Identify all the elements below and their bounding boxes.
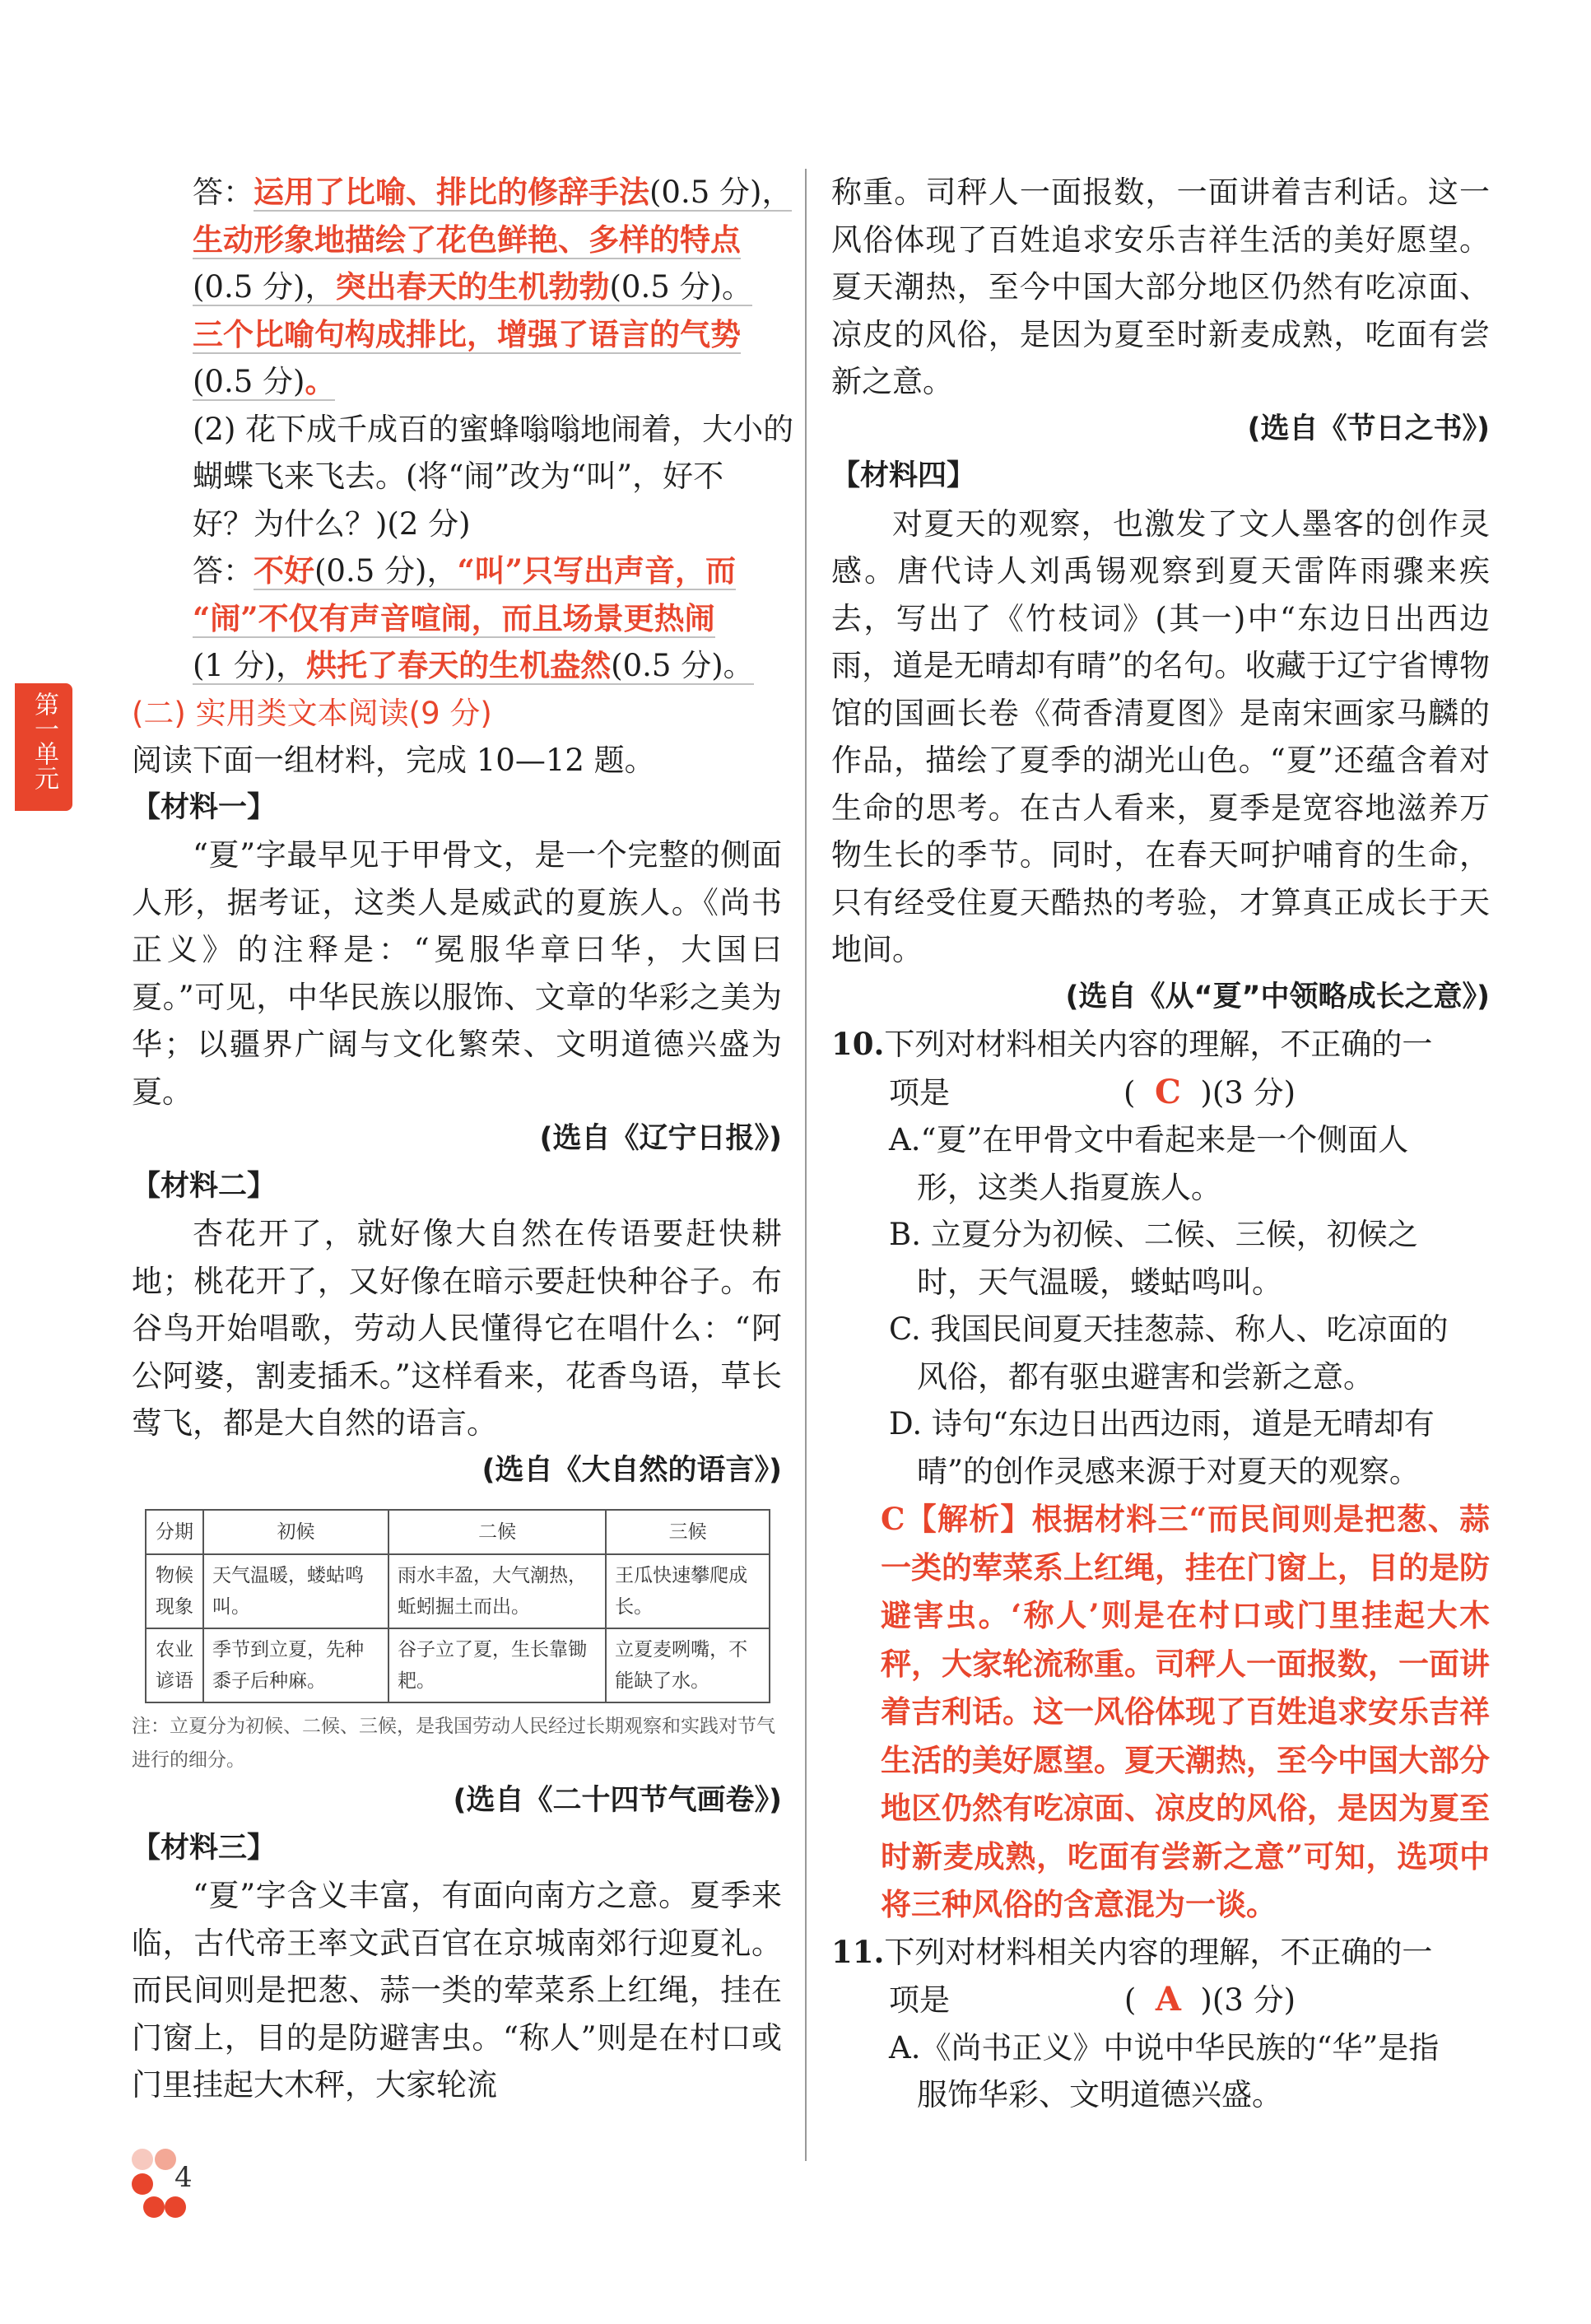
right-column xyxy=(831,169,1490,2119)
answer-line: 生动形象地描绘了花色鲜艳、多样的特点 xyxy=(193,221,741,258)
material-4-text: 对夏天的观察，也激发了文人墨客的创作灵感。唐代诗人刘禹锡观察到夏天雷阵雨骤来疾去，写出了《竹枝词》(其一)中“东边日出西边雨，道是无晴却有晴”的名句。收藏于辽宁省博物馆的国画长卷《荷香清夏图》是南宋画家马麟的作品，描绘了夏季的湖光山色。“夏”还蕴含着对生命的思考。在古人看来，夏季是宽容地滋养万物生长的季节。同时，在春天呵护哺育的生命，只有经受住夏天酷热的考验，才算真正成长于天地间。 xyxy=(831,505,1490,967)
table-row: 物候现象 天气温暖，蝼蛄鸣叫。 雨水丰盈，大气潮热，蚯蚓掘土而出。 王瓜快速攀爬成长。 xyxy=(146,1554,770,1628)
material-4-source: (选自《从“夏”中领略成长之意》) xyxy=(1065,980,1490,1013)
table-row: 农业谚语 季节到立夏，先种黍子后种麻。 谷子立了夏，生长靠锄耙。 立夏麦咧嘴，不能缺了水。 xyxy=(146,1628,770,1702)
question-2: (2) 花下成千成百的蜜蜂嗡嗡地闹着，大小的 蝴蝶飞来飞去。(将“闹”改为“叫”，好不 好？为什么？)(2 分) xyxy=(193,411,794,542)
material-4-label: 【材料四】 xyxy=(831,459,976,492)
material-3-text: “夏”字含义丰富，有面向南方之意。夏季来临，古代帝王率文武百官在京城南郊行迎夏礼。而民间则是把葱、蒜一类的荤菜系上红绳，挂在门窗上，目的是防避害虫。“称人”则是在村口或门里挂起大木秤，大家轮流 xyxy=(132,1878,782,2103)
page-number: 4 xyxy=(174,2161,193,2194)
answer-block-2 xyxy=(132,547,782,690)
table-header-row: 分期 初候 二候 三候 xyxy=(146,1510,770,1554)
answer-mark: C xyxy=(1155,1072,1181,1111)
instruction: 阅读下面一组材料，完成 10—12 题。 xyxy=(132,743,655,778)
material-1-label: 【材料一】 xyxy=(132,790,277,824)
question-11: 11.下列对材料相关内容的理解，不正确的一 项是 ( A )(3 分) A.《尚书正义》中说中华民族的“华”是指 服饰华彩、文明道德兴盛。 xyxy=(831,1929,1490,2119)
answer-mark: A xyxy=(1155,1980,1181,2019)
unit-side-tab: 第一单元 xyxy=(15,683,72,811)
material-2-label: 【材料二】 xyxy=(132,1169,277,1203)
answer-line: 三个比喻句构成排比，增强了语言的气势 xyxy=(193,315,741,352)
material-3-label: 【材料三】 xyxy=(132,1831,277,1865)
section-title: (二) 实用类文本阅读(9 分) xyxy=(132,695,492,731)
analysis-text: C【解析】根据材料三“而民间则是把葱、蒜一类的荤菜系上红绳，挂在门窗上，目的是防避害虫。‘称人’则是在村口或门里挂起大木秤，大家轮流称重。司秤人一面报数，一面讲着吉利话。这一风俗体现了百姓追求安乐吉祥生活的美好愿望。夏天潮热，至今中国大部分地区仍然有吃凉面、凉皮的风俗，是因为夏至时新麦成熟，吃面有尝新之意”可知，选项中将三种风俗的含意混为一谈。 xyxy=(881,1501,1490,1922)
hexagon-icon xyxy=(132,2173,153,2195)
option-a: A.“夏”在甲骨文中看起来是一个侧面人 xyxy=(889,1122,1409,1157)
option-d: D. 诗句“东边日出西边雨，道是无晴却有 xyxy=(889,1406,1435,1441)
solar-term-table xyxy=(145,1509,770,1703)
material-2-text: 杏花开了，就好像大自然在传语要赶快耕地；桃花开了，又好像在暗示要赶快种谷子。布谷鸟开始唱歌，劳动人民懂得它在唱什么：“阿公阿婆，割麦插禾。”这样看来，花香鸟语，草长莺飞，都是大自然的语言。 xyxy=(132,1216,782,1441)
table-note: 注：立夏分为初候、二候、三候，是我国劳动人民经过长期观察和实践对节气进行的细分。 xyxy=(132,1716,775,1771)
answer-line: “闹”不仅有声音喧闹，而且场景更热闹 xyxy=(193,599,715,636)
hexagon-icon xyxy=(132,2149,153,2170)
answer-line: 答：不好(0.5 分)，“叫”只写出声音，而 xyxy=(193,552,737,589)
table-source: (选自《二十四节气画卷》) xyxy=(453,1784,782,1817)
hexagon-icon xyxy=(165,2196,186,2218)
material-2-source: (选自《大自然的语言》) xyxy=(481,1453,782,1487)
material-3-source: (选自《节日之书》) xyxy=(1247,412,1490,445)
option-b: B. 立夏分为初候、二候、三候，初候之 xyxy=(889,1217,1418,1252)
hexagon-icon xyxy=(155,2149,176,2170)
answer-line: (1 分)，烘托了春天的生机盎然(0.5 分)。 xyxy=(193,647,754,683)
material-3-continued: 称重。司秤人一面报数，一面讲着吉利话。这一风俗体现了百姓追求安乐吉祥生活的美好愿望。夏天潮热，至今中国大部分地区仍然有吃凉面、凉皮的风俗，是因为夏至时新麦成熟，吃面有尝新之意。 xyxy=(831,175,1490,399)
column-divider xyxy=(805,169,807,2161)
answer-line: 答：运用了比喻、排比的修辞手法(0.5 分)， xyxy=(193,174,793,210)
answer-line: (0.5 分)。 xyxy=(193,363,336,399)
answer-block-1 xyxy=(132,169,793,406)
option-c: C. 我国民间夏天挂葱蒜、称人、吃凉面的 xyxy=(889,1311,1449,1347)
answer-line: (0.5 分)，突出春天的生机勃勃(0.5 分)。 xyxy=(193,268,752,305)
option-a: A.《尚书正义》中说中华民族的“华”是指 xyxy=(889,2029,1440,2066)
left-column xyxy=(132,169,794,2109)
hexagon-icon xyxy=(143,2196,165,2218)
material-1-text: “夏”字最早见于甲骨文，是一个完整的侧面人形，据考证，这类人是威武的夏族人。《尚书正义》的注释是：“冕服华章曰华，大国曰夏。”可见，中华民族以服饰、文章的华彩之美为华；以疆界广阔与文化繁荣、文明道德兴盛为夏。 xyxy=(132,837,782,1110)
question-10: 10.下列对材料相关内容的理解，不正确的一 项是 ( C )(3 分) A.“夏”在甲骨文中看起来是一个侧面人 形，这类人指夏族人。 B. 立夏分为初候、二候、三候，初候之 时，天气温暖，蝼蛄鸣叫。 C. 我国民间夏天挂葱蒜、称人、吃凉面的 风俗，都有驱虫避害和尝新之意。 D. 诗句“东边日出西边雨，道是无晴却有 晴”的创作灵感来源于对夏天的观察。 C【解析】根据材料三“而民间则是把葱、蒜一类的荤菜系上红绳，挂在门窗上，目的是防避害虫。‘称人’则是在村口或门里挂起大木秤，大家轮流称重。司秤人一面报数，一面讲着吉利话。这一风俗体现了百姓追求安乐吉祥生活的美好愿望。夏天潮热，至今中国大部分地区仍然有吃凉面、凉皮的风俗，是因为夏至时新麦成熟，吃面有尝新之意”可知，选项中将三种风俗的含意混为一谈。 xyxy=(831,1021,1490,1929)
material-1-source: (选自《辽宁日报》) xyxy=(539,1122,782,1155)
